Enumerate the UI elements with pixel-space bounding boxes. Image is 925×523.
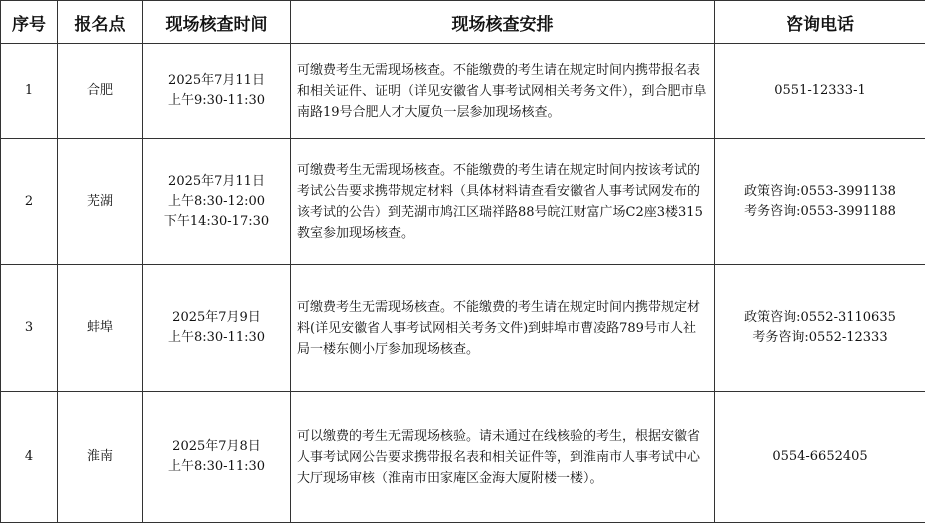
time-line: 2025年7月11日 bbox=[143, 172, 290, 192]
time-line: 上午8:30-11:30 bbox=[143, 457, 290, 477]
time-cell bbox=[143, 392, 291, 523]
time-cell bbox=[143, 139, 291, 265]
phone-cell bbox=[715, 392, 925, 523]
phone-cell bbox=[715, 44, 925, 139]
arrangement-cell: 可缴费考生无需现场核查。不能缴费的考生请在规定时间内携带规定材料(详见安徽省人事考试网相关考务文件)到蚌埠市曹凌路789号市人社局一楼东侧小厅参加现场核查。 bbox=[291, 265, 715, 392]
time-cell bbox=[143, 44, 291, 139]
arrangement-cell: 可缴费考生无需现场核查。不能缴费的考生请在规定时间内按该考试的考试公告要求携带规定材料（具体材料请查看安徽省人事考试网发布的该考试的公告）到芜湖市鸠江区瑞祥路88号皖江财富广场C2座3楼315教室参加现场核查。 bbox=[291, 139, 715, 265]
time-line: 上午9:30-11:30 bbox=[143, 91, 290, 111]
site-cell: 合肥 bbox=[58, 44, 143, 139]
site-cell: 芜湖 bbox=[58, 139, 143, 265]
phone-cell bbox=[715, 265, 925, 392]
arrangement-cell: 可缴费考生无需现场核查。不能缴费的考生请在规定时间内携带报名表和相关证件、证明（详见安徽省人事考试网相关考务文件），到合肥市阜南路19号合肥人才大厦负一层参加现场核查。 bbox=[291, 44, 715, 139]
time-line: 上午8:30-11:30 bbox=[143, 328, 290, 348]
phone-cell bbox=[715, 139, 925, 265]
seq-cell: 2 bbox=[1, 139, 58, 265]
header-row bbox=[1, 1, 925, 44]
time-line: 下午14:30-17:30 bbox=[143, 212, 290, 232]
phone-line: 政策咨询:0552-3110635 bbox=[715, 308, 925, 328]
header-time: 现场核查时间 bbox=[143, 1, 291, 44]
table-row bbox=[1, 139, 925, 265]
phone-line: 政策咨询:0553-3991138 bbox=[715, 182, 925, 202]
header-phone: 咨询电话 bbox=[715, 1, 925, 44]
site-cell: 蚌埠 bbox=[58, 265, 143, 392]
table-row bbox=[1, 392, 925, 523]
phone-line: 0554-6652405 bbox=[715, 447, 925, 467]
header-seq: 序号 bbox=[1, 1, 58, 44]
header-arrangement: 现场核查安排 bbox=[291, 1, 715, 44]
seq-cell: 4 bbox=[1, 392, 58, 523]
phone-line: 0551-12333-1 bbox=[715, 81, 925, 101]
time-line: 上午8:30-12:00 bbox=[143, 192, 290, 212]
phone-line: 考务咨询:0553-3991188 bbox=[715, 202, 925, 222]
table-row bbox=[1, 44, 925, 139]
arrangement-cell: 可以缴费的考生无需现场核验。请未通过在线核验的考生，根据安徽省人事考试网公告要求携带报名表和相关证件等，到淮南市人事考试中心大厅现场审核（淮南市田家庵区金海大厦附楼一楼）。 bbox=[291, 392, 715, 523]
seq-cell: 1 bbox=[1, 44, 58, 139]
time-line: 2025年7月11日 bbox=[143, 71, 290, 91]
time-cell bbox=[143, 265, 291, 392]
header-site: 报名点 bbox=[58, 1, 143, 44]
phone-line: 考务咨询:0552-12333 bbox=[715, 328, 925, 348]
time-line: 2025年7月9日 bbox=[143, 308, 290, 328]
seq-cell: 3 bbox=[1, 265, 58, 392]
table-row bbox=[1, 265, 925, 392]
site-cell: 淮南 bbox=[58, 392, 143, 523]
time-line: 2025年7月8日 bbox=[143, 437, 290, 457]
